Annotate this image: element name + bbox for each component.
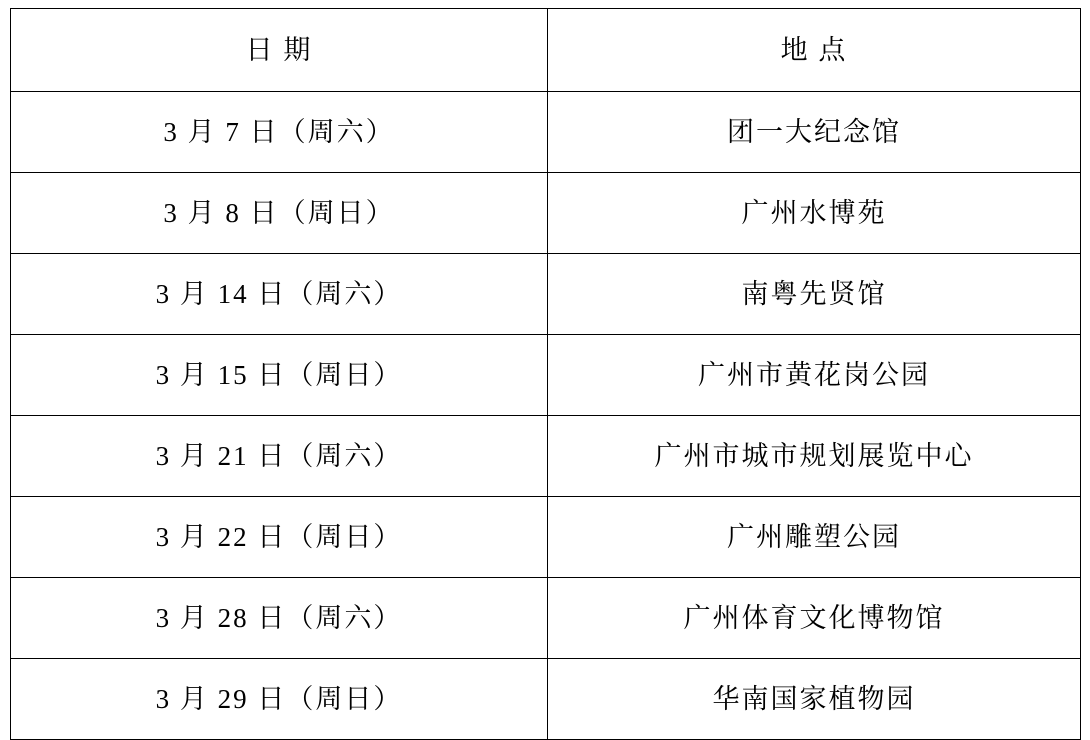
cell-date: 3 月 22 日（周日）: [11, 497, 548, 578]
cell-date: 3 月 21 日（周六）: [11, 416, 548, 497]
cell-place: 南粤先贤馆: [548, 254, 1081, 335]
table-row: [11, 92, 1081, 173]
cell-date: 3 月 29 日（周日）: [11, 659, 548, 740]
table-row: [11, 335, 1081, 416]
table-row: [11, 659, 1081, 740]
table-row: [11, 254, 1081, 335]
cell-place: 广州市城市规划展览中心: [548, 416, 1081, 497]
cell-date: 3 月 8 日（周日）: [11, 173, 548, 254]
cell-date: 3 月 15 日（周日）: [11, 335, 548, 416]
cell-date: 3 月 28 日（周六）: [11, 578, 548, 659]
table-row: [11, 416, 1081, 497]
table-row: [11, 173, 1081, 254]
cell-place: 广州体育文化博物馆: [548, 578, 1081, 659]
column-header-place: 地 点: [548, 9, 1081, 92]
table-row: [11, 497, 1081, 578]
table-row: [11, 578, 1081, 659]
cell-date: 3 月 7 日（周六）: [11, 92, 548, 173]
schedule-table: [10, 8, 1081, 740]
column-header-date: 日 期: [11, 9, 548, 92]
cell-place: 广州水博苑: [548, 173, 1081, 254]
cell-place: 广州雕塑公园: [548, 497, 1081, 578]
cell-place: 华南国家植物园: [548, 659, 1081, 740]
cell-place: 广州市黄花岗公园: [548, 335, 1081, 416]
cell-place: 团一大纪念馆: [548, 92, 1081, 173]
table-header-row: [11, 9, 1081, 92]
cell-date: 3 月 14 日（周六）: [11, 254, 548, 335]
